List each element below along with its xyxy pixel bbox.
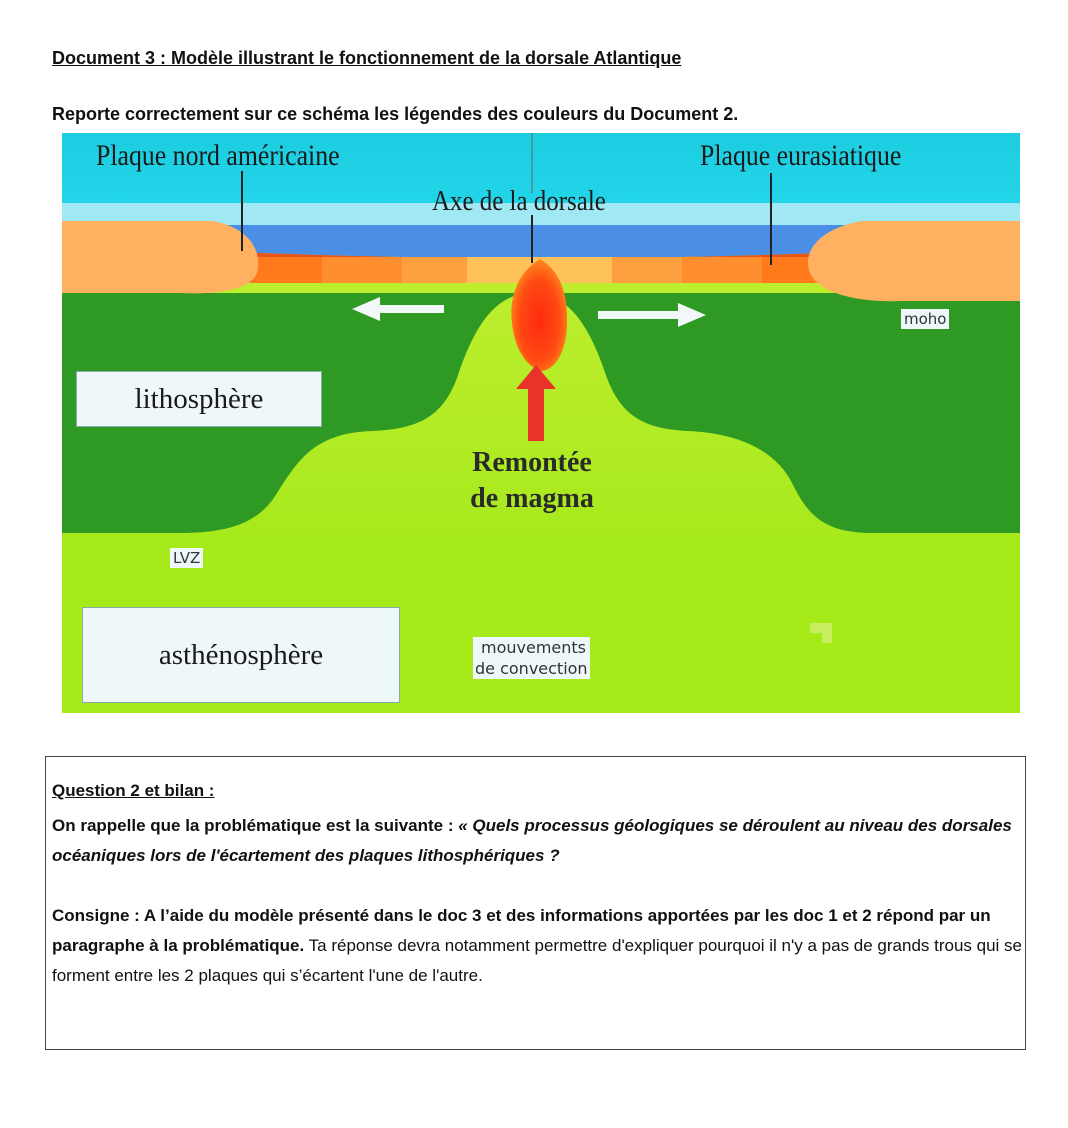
magma-label [462,445,602,517]
instruction-text: Reporte correctement sur ce schéma les légendes des couleurs du Document 2. [52,104,739,124]
convection-label [473,637,590,679]
consigne-rest: Ta réponse devra notamment permettre d'expliquer pourquoi il n'y a pas de grands trous qui se forment entre les 2 plaques qui s’écartent l'une de l'autre. [52,936,1023,985]
lithosphere-label-box: lithosphère [76,371,322,427]
ridge-diagram [62,133,1020,713]
consigne-bold: Consigne : A l’aide du modèle présenté dans le doc 3 et des informations apportées par les doc 1 et 2 répond par un paragraphe à la problématique. [52,906,991,955]
plate-left-label: Plaque nord américaine [96,139,340,172]
crust-segment-right-inner [612,257,682,283]
magma-label-line2: de magma [470,483,594,514]
crust-segment-right [682,257,762,283]
continent-right [808,221,1020,301]
question-box [45,756,1026,1050]
magma-label-line1: Remontée [472,447,592,478]
question-problem [52,811,1027,871]
crust-segment-left [322,257,402,283]
continent-left [62,221,258,293]
ridge-axis-label: Axe de la dorsale [432,185,606,217]
crust-segment-left-inner [402,257,472,283]
question-intro: On rappelle que la problématique est la suivante : [52,816,459,835]
plate-right-label: Plaque eurasiatique [700,139,902,172]
document-title: Document 3 : Modèle illustrant le fonctionnement de la dorsale Atlantique [52,48,682,68]
moho-label: moho [901,309,949,329]
question-title: Question 2 et bilan : [52,781,215,800]
convection-label-line1: mouvements [481,638,587,657]
consigne [52,901,1024,991]
convection-label-line2: de convection [475,659,588,678]
question-problem-text: « Quels processus géologiques se déroulent au niveau des dorsales océaniques lors de l'écartement des plaques lithosphériques ? [52,816,1012,865]
asthenosphere-label-box: asthénosphère [82,607,400,703]
lvz-label: LVZ [170,548,203,568]
